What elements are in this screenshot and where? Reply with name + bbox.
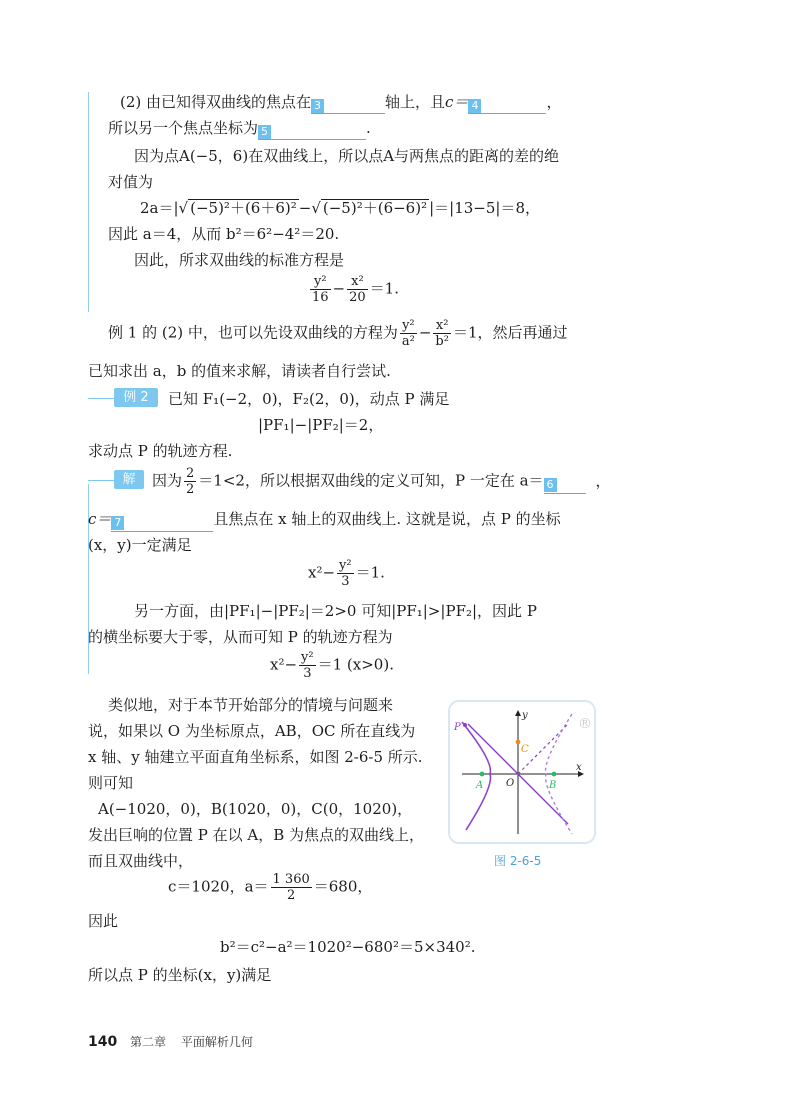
hyperbola-equation xyxy=(308,558,385,589)
text: 因为 xyxy=(152,471,183,490)
point-p xyxy=(463,723,467,727)
numerator: x² xyxy=(433,318,451,334)
label-x: x xyxy=(576,762,582,773)
numerator: 1 360 xyxy=(272,872,310,887)
fraction xyxy=(347,274,368,305)
distance-equation: 2a＝|√ (−5)²＋(6＋6)² −√ (−5)²＋(6−6)² |＝|13−5|＝8， xyxy=(140,199,540,217)
fraction xyxy=(337,558,354,589)
blank-number: 3 xyxy=(311,99,324,113)
figure-2-6-5 xyxy=(448,700,596,844)
label-p: P xyxy=(454,722,461,733)
similar-line6: 发出巨响的位置 P 在以 A，B 为焦点的双曲线上， xyxy=(88,826,425,844)
text: . xyxy=(366,119,371,137)
fraction xyxy=(299,650,316,681)
numerator: y² xyxy=(310,274,331,290)
denominator: 3 xyxy=(303,666,312,681)
label-o: O xyxy=(506,778,515,789)
similar-line7: 而且双曲线中， xyxy=(88,852,194,870)
part2-line4: 对值为 xyxy=(108,173,154,191)
answer-blank-5[interactable] xyxy=(258,121,366,140)
numerator: y² xyxy=(339,558,352,573)
chapter-label: 第二章 xyxy=(130,1035,167,1049)
trajectory-equation xyxy=(270,650,394,681)
text: ＝1，然后再通过 xyxy=(452,323,568,342)
text: |＝|13−5|＝8， xyxy=(429,199,540,217)
point-a xyxy=(480,772,485,777)
sqrt-content: (−5)²＋(6＋6)² xyxy=(190,199,297,217)
fraction xyxy=(433,318,451,349)
tag-rule xyxy=(88,480,116,481)
text: ＝1<2，所以根据双曲线的定义可知，P 一定在 a＝ xyxy=(198,471,544,490)
numerator: 2 xyxy=(186,466,195,481)
remark-line2: 已知求出 a，b 的值来求解，请读者自行尝试. xyxy=(88,362,391,380)
numerator: y² xyxy=(400,318,417,334)
example-2-tag: 例 2 xyxy=(114,388,158,407)
denominator: a² xyxy=(401,334,415,349)
text: − xyxy=(418,323,432,342)
label-y: y xyxy=(522,710,528,721)
denominator: 2 xyxy=(186,482,195,497)
label-a: A xyxy=(476,780,484,791)
label-b: B xyxy=(549,780,557,791)
text: 例 1 的 (2) 中，也可以先设双曲线的方程为 xyxy=(108,323,398,342)
sol-line2 xyxy=(88,508,561,532)
similar-line9: 所以点 P 的坐标(x，y)满足 xyxy=(88,966,272,984)
similar-line1: 类似地，对于本节开始部分的情境与问题来 xyxy=(108,696,394,714)
answer-blank-3[interactable] xyxy=(311,95,385,114)
text: 且焦点在 x 轴上的双曲线上. 这就是说，点 P 的坐标 xyxy=(213,510,561,528)
fraction xyxy=(310,274,331,305)
text: c＝ xyxy=(445,93,469,111)
part2-line1 xyxy=(120,92,561,114)
remark-line1 xyxy=(108,318,568,349)
ex2-condition: |PF₁|−|PF₂|＝2， xyxy=(258,416,384,434)
point-c xyxy=(516,740,521,745)
part2-line5: 因此 a＝4，从而 b²＝6²−4²＝20. xyxy=(108,225,340,243)
sol-line4: 另一方面，由|PF₁|−|PF₂|＝2>0 可知|PF₁|>|PF₂|，因此 P xyxy=(134,602,537,620)
answer-blank-4[interactable] xyxy=(468,95,546,114)
blank-number: 4 xyxy=(468,99,481,113)
fraction xyxy=(271,872,312,903)
text: 轴上，且 xyxy=(385,93,446,111)
registered-mark: ® xyxy=(578,716,592,732)
blank-number: 6 xyxy=(544,478,557,492)
text: x²− xyxy=(270,655,298,674)
figure-caption: 图 2-6-5 xyxy=(494,854,542,868)
page-footer xyxy=(88,1032,253,1050)
blank-number: 7 xyxy=(111,516,124,530)
sol-line1 xyxy=(152,466,611,497)
part2-line6: 因此，所求双曲线的标准方程是 xyxy=(134,251,345,269)
label-c: C xyxy=(521,744,529,755)
c-a-values xyxy=(168,872,372,903)
text: ， xyxy=(546,93,562,111)
tag-rule xyxy=(88,398,116,399)
part2-line3: 因为点A(−5，6)在双曲线上，所以点A与两焦点的距离的差的绝 xyxy=(134,147,560,165)
text: ＝680， xyxy=(313,877,373,896)
solution-margin-bar xyxy=(88,92,89,312)
denominator: b² xyxy=(435,334,449,349)
text: c＝1020，a＝ xyxy=(168,877,269,896)
chapter-title: 平面解析几何 xyxy=(180,1035,253,1049)
numerator: y² xyxy=(301,650,314,665)
point-b xyxy=(552,772,557,777)
fraction xyxy=(184,466,196,497)
numerator: x² xyxy=(347,274,368,290)
sqrt-content: (−5)²＋(6−6)² xyxy=(322,199,428,217)
text: ＝1. xyxy=(355,563,385,582)
text: − xyxy=(298,199,312,217)
text: (2) 由已知得双曲线的焦点在 xyxy=(120,93,312,111)
sol-line3: (x，y)一定满足 xyxy=(88,536,192,554)
blank-number: 5 xyxy=(258,125,271,139)
sol-line5: 的横坐标要大于零，从而可知 P 的轨迹方程为 xyxy=(88,628,393,646)
answer-blank-7[interactable] xyxy=(111,513,213,532)
answer-blank-6[interactable] xyxy=(544,475,586,494)
text: 所以另一个焦点坐标为 xyxy=(108,119,259,137)
ex2-line2: 求动点 P 的轨迹方程. xyxy=(88,442,233,460)
similar-points: A(−1020，0)，B(1020，0)，C(0，1020)， xyxy=(98,800,413,818)
text: 2a＝| xyxy=(140,199,179,217)
solution-tag: 解 xyxy=(114,470,144,489)
text: ＝1. xyxy=(369,279,399,298)
fraction xyxy=(400,318,417,349)
denominator: 3 xyxy=(341,574,350,589)
denominator: 16 xyxy=(312,290,329,305)
ex2-line1: 已知 F₁(−2，0)，F₂(2，0)，动点 P 满足 xyxy=(168,390,450,408)
b-squared-equation: b²＝c²−a²＝1020²−680²＝5×340². xyxy=(220,938,476,956)
text: ＝1 (x>0). xyxy=(317,655,394,674)
similar-line8: 因此 xyxy=(88,912,119,930)
denominator: 2 xyxy=(287,888,296,903)
text: c＝ xyxy=(88,510,112,528)
denominator: 20 xyxy=(349,290,366,305)
text: − xyxy=(332,279,346,298)
similar-line4: 则可知 xyxy=(88,774,134,792)
standard-equation-1 xyxy=(308,274,399,305)
similar-line2: 说，如果以 O 为坐标原点，AB，OC 所在直线为 xyxy=(88,722,416,740)
text: x²− xyxy=(308,563,336,582)
part2-line2 xyxy=(108,118,371,140)
similar-line3: x 轴、y 轴建立平面直角坐标系，如图 2-6-5 所示. xyxy=(88,748,423,766)
page-number: 140 xyxy=(88,1034,118,1050)
text: ， xyxy=(595,471,611,490)
